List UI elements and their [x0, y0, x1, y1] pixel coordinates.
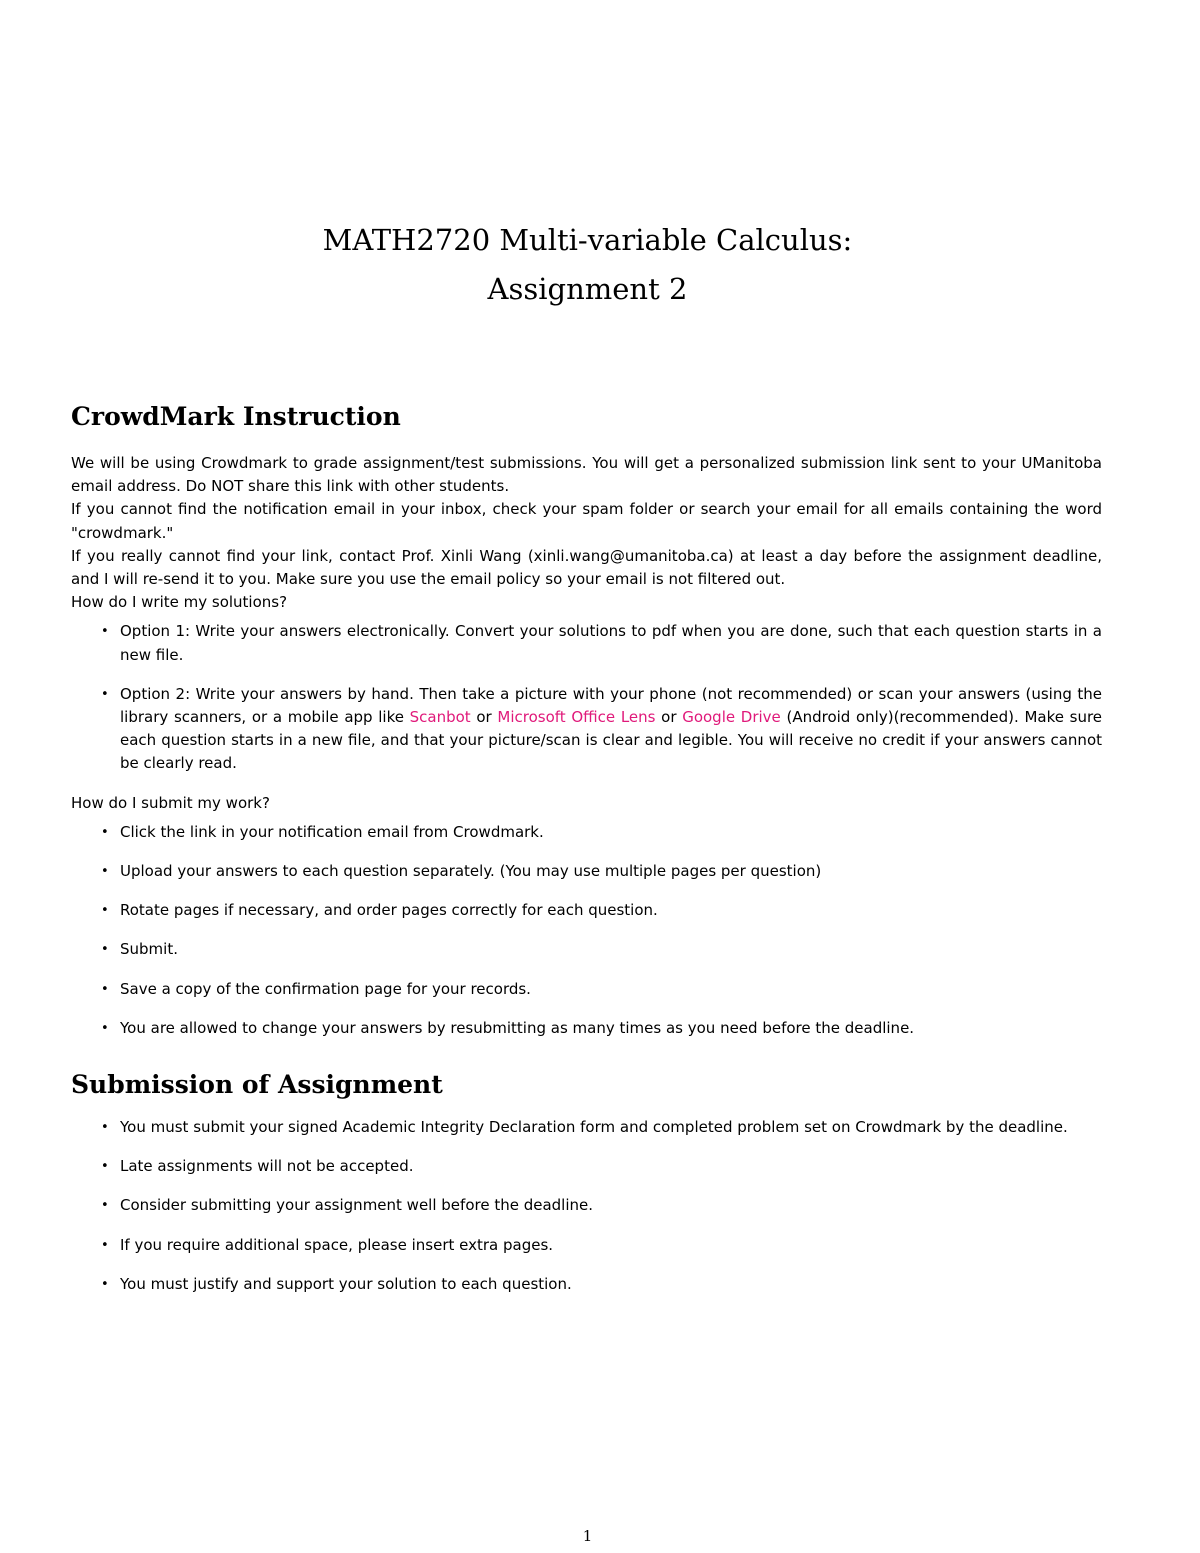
- contact-professor-paragraph: If you really cannot find your link, contact Prof. Xinli Wang (xinli.wang@umanitoba.ca) at least a day before the assignment deadline, and I will re-send it to you. Make sure you use the email policy so your email is not filtered out.: [71, 546, 1102, 589]
- list-item: [101, 821, 1102, 844]
- bullet-icon: •: [101, 1020, 109, 1036]
- list-item: [101, 620, 1102, 666]
- option-2-text-after: (Android only)(recommended). Make sure each question starts in a new file, and that your picture/scan is clear and legible. You will receive no credit if your answers cannot be clearly read.: [120, 708, 1103, 773]
- submission-rule-text: Late assignments will not be accepted.: [120, 1157, 414, 1176]
- list-item: [101, 1273, 1102, 1296]
- page-number: 1: [582, 1527, 593, 1545]
- bullet-icon: •: [101, 624, 109, 640]
- submit-step-text: Upload your answers to each question separately. (You may use multiple pages per question): [120, 862, 822, 881]
- document-title: [0, 216, 1175, 314]
- submit-work-question: How do I submit my work?: [71, 793, 270, 812]
- google-drive-link[interactable]: Google Drive: [682, 708, 781, 727]
- bullet-icon: •: [101, 824, 109, 840]
- crowdmark-heading: CrowdMark Instruction: [71, 402, 401, 431]
- option-2-separator: or: [470, 708, 498, 727]
- notification-email-paragraph: If you cannot find the notification email in your inbox, check your spam folder or search your email for all emails containing the word "crowdmark.": [71, 500, 1102, 542]
- list-item: [101, 1234, 1102, 1257]
- bullet-icon: •: [101, 903, 109, 919]
- list-item: [101, 978, 1102, 1001]
- scanbot-link[interactable]: Scanbot: [409, 708, 471, 727]
- option-2-text-before: Option 2: Write your answers by hand. Then take a picture with your phone (not recommended) or scan your answers (using the library scanners, or a mobile app like: [120, 684, 1102, 727]
- list-item: [101, 899, 1102, 922]
- write-solutions-question: How do I write my solutions?: [71, 593, 288, 612]
- submission-heading: Submission of Assignment: [71, 1070, 443, 1100]
- submission-rule-text: You must submit your signed Academic Integrity Declaration form and completed problem set on Crowdmark by the deadline.: [120, 1118, 1068, 1137]
- submission-rules-list: [71, 1116, 1102, 1296]
- option-2-separator: or: [655, 708, 683, 727]
- bullet-icon: •: [101, 1120, 109, 1136]
- option-1-text: Option 1: Write your answers electronically. Convert your solutions to pdf when you are done, such that each question starts in a new file.: [120, 622, 1102, 664]
- bullet-icon: •: [101, 981, 109, 997]
- list-item: [101, 860, 1102, 883]
- bullet-icon: •: [101, 942, 109, 958]
- submit-steps-list: [71, 821, 1102, 1040]
- list-item: [101, 1155, 1102, 1178]
- list-item: [101, 1116, 1102, 1139]
- document-body: [71, 400, 1102, 1312]
- submit-step-text: Submit.: [120, 940, 178, 959]
- bullet-icon: •: [101, 1237, 109, 1253]
- list-item: [101, 1194, 1102, 1217]
- title-line-course: MATH2720 Multi-variable Calculus:: [322, 223, 853, 257]
- submit-step-text: Save a copy of the confirmation page for your records.: [120, 979, 531, 998]
- bullet-icon: •: [101, 686, 109, 702]
- list-item: [101, 1017, 1102, 1040]
- list-item: [101, 938, 1102, 961]
- bullet-icon: •: [101, 1198, 109, 1214]
- submission-rule-text: You must justify and support your solution to each question.: [120, 1274, 572, 1293]
- bullet-icon: •: [101, 864, 109, 880]
- submit-step-text: You are allowed to change your answers by resubmitting as many times as you need before the deadline.: [120, 1018, 915, 1037]
- submission-rule-text: Consider submitting your assignment well before the deadline.: [120, 1196, 594, 1215]
- crowdmark-intro-paragraph: We will be using Crowdmark to grade assignment/test submissions. You will get a personalized submission link sent to your UManitoba email address. Do NOT share this link with other students.: [71, 454, 1102, 496]
- title-line-assignment: Assignment 2: [487, 272, 688, 306]
- bullet-icon: •: [101, 1159, 109, 1175]
- write-options-list: [71, 620, 1102, 775]
- submission-rule-text: If you require additional space, please insert extra pages.: [120, 1235, 554, 1254]
- list-item: [101, 683, 1103, 776]
- submit-step-text: Click the link in your notification email from Crowdmark.: [120, 822, 544, 841]
- bullet-icon: •: [101, 1276, 109, 1292]
- submit-step-text: Rotate pages if necessary, and order pages correctly for each question.: [120, 901, 658, 920]
- office-lens-link[interactable]: Microsoft Office Lens: [497, 708, 656, 727]
